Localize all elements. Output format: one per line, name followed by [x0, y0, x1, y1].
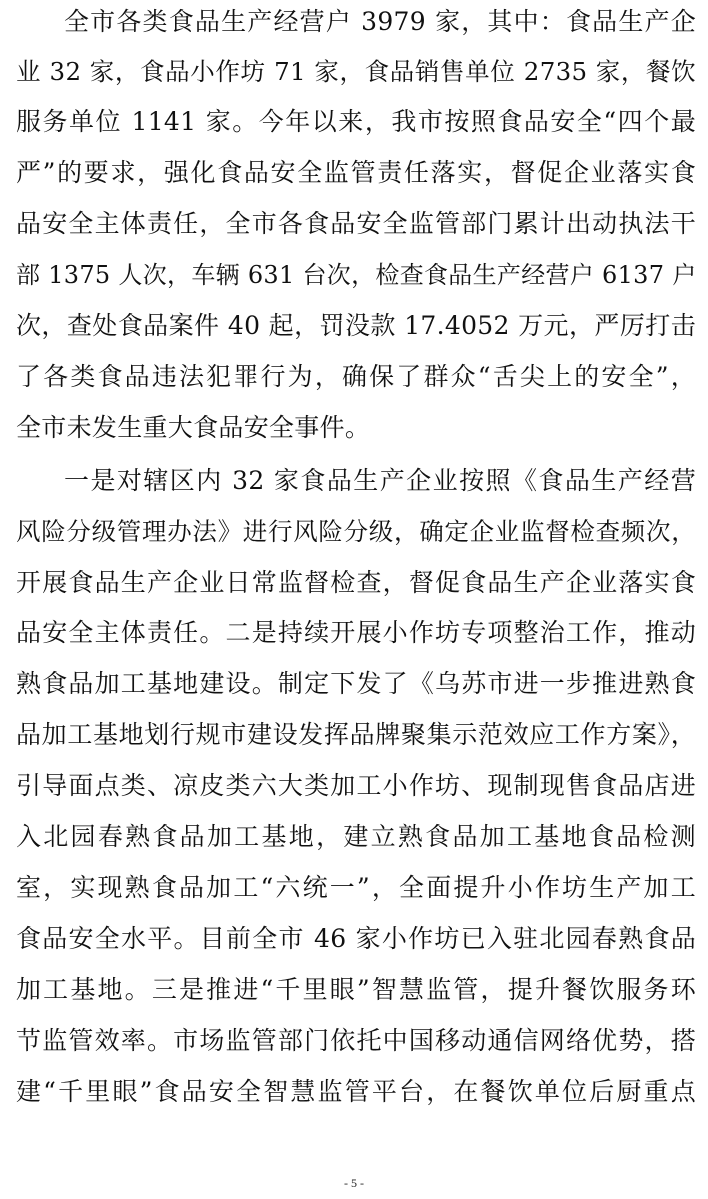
page-number: - 5 - — [344, 1176, 364, 1190]
text-line: 节监管效率。市场监管部门依托中国移动通信网络优势，搭 — [16, 1026, 696, 1055]
text-line: 建“千里眼”食品安全智慧监管平台，在餐饮单位后厨重点 — [16, 1077, 696, 1106]
text-line: 次，查处食品案件 40 起，罚没款 17.4052 万元，严厉打击 — [16, 311, 696, 340]
text-line: 部 1375 人次，车辆 631 台次，检查食品生产经营户 6137 户 — [16, 261, 697, 289]
text-line: 风险分级管理办法》进行风险分级，确定企业监督检查频次， — [16, 517, 696, 546]
text-line: 品安全主体责任。二是持续开展小作坊专项整治工作，推动 — [16, 618, 696, 647]
text-line: 熟食品加工基地建设。制定下发了《乌苏市进一步推进熟食 — [16, 669, 696, 698]
text-line: 品安全主体责任，全市各食品安全监管部门累计出动执法干 — [16, 209, 696, 238]
text-line: 一是对辖区内 32 家食品生产企业按照《食品生产经营 — [64, 466, 696, 495]
text-line: 业 32 家，食品小作坊 71 家，食品销售单位 2735 家，餐饮 — [16, 57, 696, 86]
text-line: 加工基地。三是推进“千里眼”智慧监管，提升餐饮服务环 — [16, 975, 696, 1004]
text-line: 室，实现熟食品加工“六统一”，全面提升小作坊生产加工 — [16, 873, 696, 902]
text-line: 入北园春熟食品加工基地，建立熟食品加工基地食品检测 — [16, 822, 696, 851]
text-line: 了各类食品违法犯罪行为，确保了群众“舌尖上的安全”， — [16, 362, 696, 391]
text-line: 全市未发生重大食品安全事件。 — [16, 413, 371, 442]
text-line: 引导面点类、凉皮类六大类加工小作坊、现制现售食品店进 — [16, 771, 696, 800]
text-line: 开展食品生产企业日常监督检查，督促食品生产企业落实食 — [16, 568, 696, 597]
text-line: 食品安全水平。目前全市 46 家小作坊已入驻北园春熟食品 — [16, 924, 696, 953]
text-line: 服务单位 1141 家。今年以来，我市按照食品安全“四个最 — [16, 107, 696, 136]
text-line: 全市各类食品生产经营户 3979 家，其中：食品生产企 — [64, 7, 696, 36]
text-line: 严”的要求，强化食品安全监管责任落实，督促企业落实食 — [16, 158, 696, 187]
text-line: 品加工基地划行规市建设发挥品牌聚集示范效应工作方案》， — [16, 720, 696, 749]
